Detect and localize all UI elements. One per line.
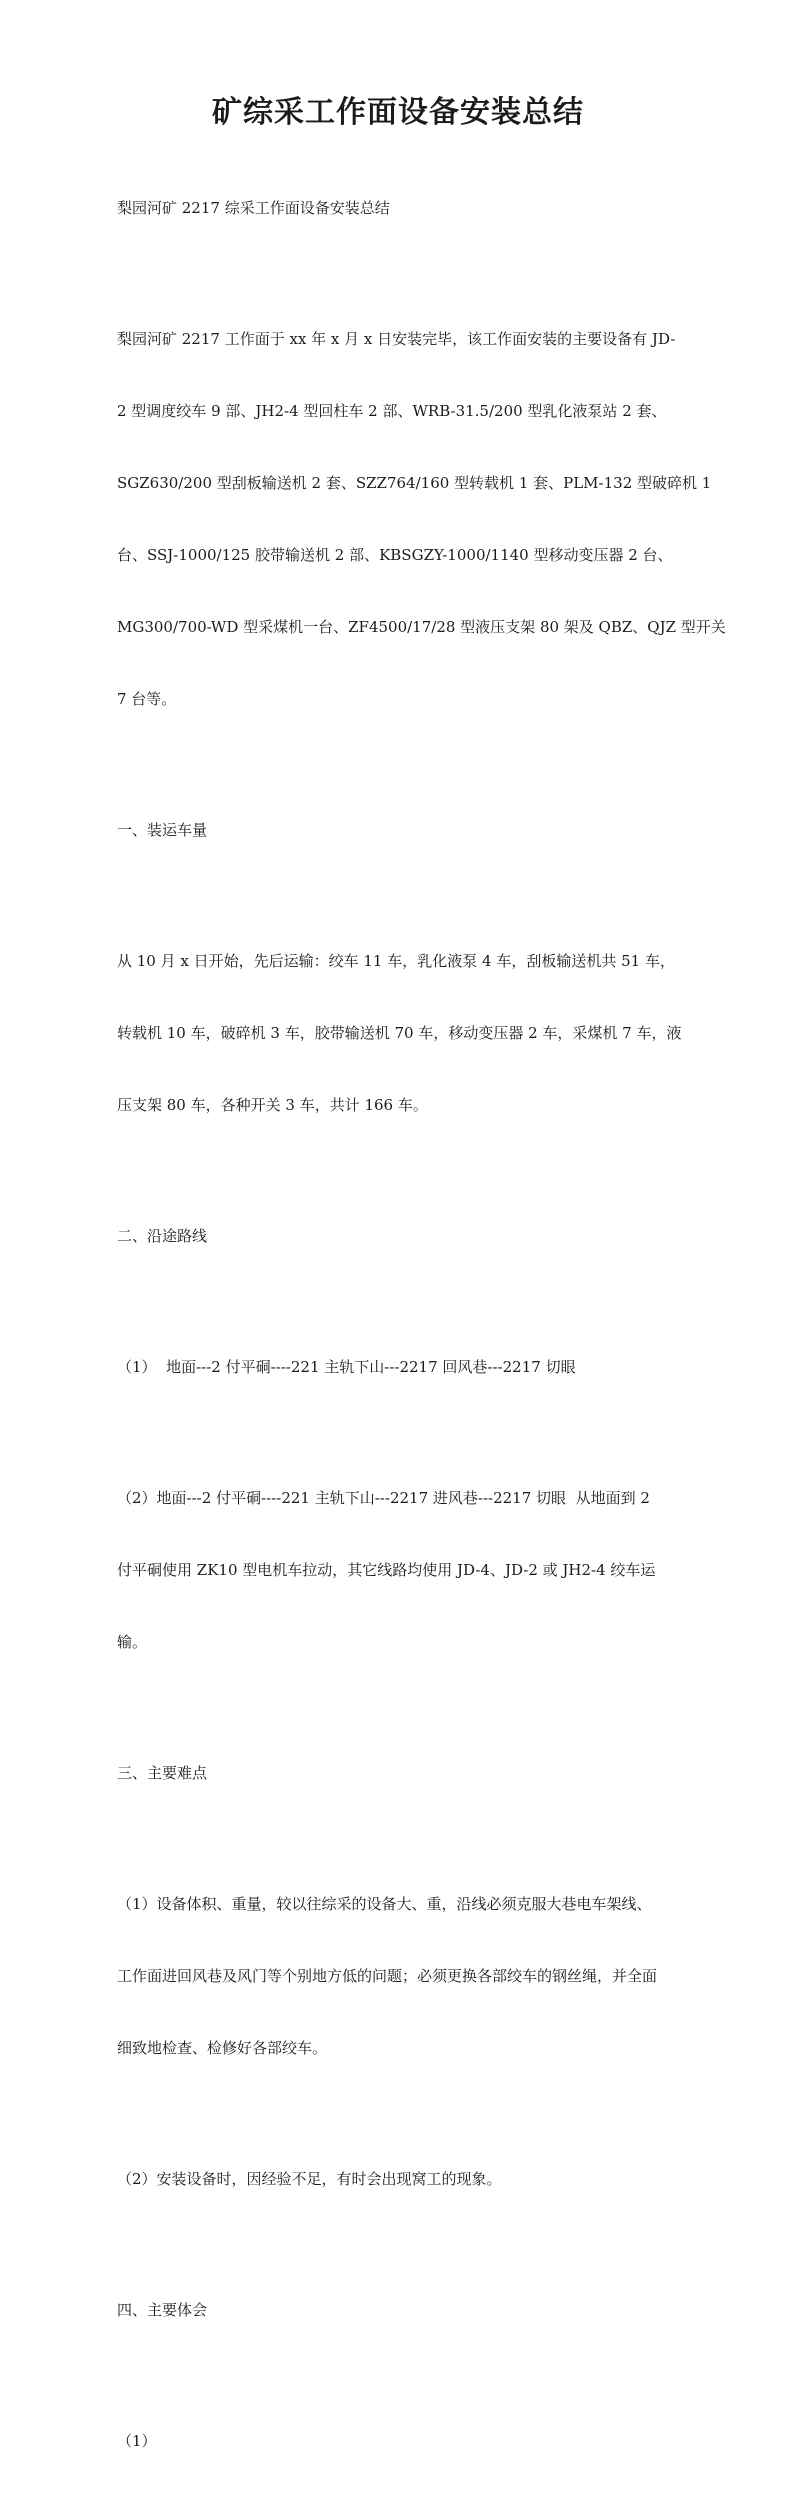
route2-line: 输。 xyxy=(117,1633,148,1651)
document-title: 矿综采工作面设备安装总结 xyxy=(212,95,584,130)
difficulty1-line: （1）设备体积、重量，较以往综采的设备大、重，沿线必须克服大巷电车架线、 xyxy=(117,1895,652,1913)
heading-text: 二、沿途路线 xyxy=(117,1227,208,1245)
section1-paragraph xyxy=(117,901,683,1165)
intro-line: 梨园河矿 2217 工作面于 xx 年 x 月 x 日安装完毕，该工作面安装的主要设备有 JD- xyxy=(117,330,676,348)
heading-text: 四、主要体会 xyxy=(117,2301,208,2319)
difficulty1-paragraph xyxy=(117,1844,683,2108)
difficulty1-line: 工作面进回风巷及风门等个别地方低的问题；必须更换各部绞车的钢丝绳，并全面 xyxy=(117,1967,658,1985)
document-body xyxy=(117,148,726,2512)
section1-line: 压支架 80 车，各种开关 3 车，共计 166 车。 xyxy=(117,1096,428,1114)
heading-text: 一、装运车量 xyxy=(117,821,208,839)
experience1-line: （1） xyxy=(117,2432,157,2450)
intro-line: 7 台等。 xyxy=(117,690,177,708)
section1-line: 转载机 10 车，破碎机 3 车，胶带输送机 70 车，移动变压器 2 车，采煤机 7 车，液 xyxy=(117,1024,682,1042)
route1-paragraph xyxy=(117,1307,683,1427)
intro-line: 2 型调度绞车 9 部、JH2-4 型回柱车 2 部、WRB-31.5/200 型乳化液泵站 2 套、 xyxy=(117,402,667,420)
route2-paragraph xyxy=(117,1438,683,1702)
intro-line: 台、SSJ-1000/125 胶带输送机 2 部、KBSGZY-1000/1140 型移动变压器 2 台、 xyxy=(117,546,673,564)
subtitle-line: 梨园河矿 2217 综采工作面设备安装总结 xyxy=(117,199,390,217)
section4-heading xyxy=(117,2250,683,2370)
intro-line: SGZ630/200 型刮板输送机 2 套、SZZ764/160 型转载机 1 套、PLM-132 型破碎机 1 xyxy=(117,474,712,492)
intro-paragraph xyxy=(117,279,726,759)
section1-heading xyxy=(117,770,683,890)
document-subtitle xyxy=(117,148,683,268)
route2-line: 付平硐使用 ZK10 型电机车拉动，其它线路均使用 JD-4、JD-2 或 JH2-4 绞车运 xyxy=(117,1561,656,1579)
difficulty2-paragraph xyxy=(117,2119,683,2239)
section2-heading xyxy=(117,1176,683,1296)
difficulty1-line: 细致地检查、检修好各部绞车。 xyxy=(117,2039,328,2057)
difficulty2-line: （2）安装设备时，因经验不足，有时会出现窝工的现象。 xyxy=(117,2170,502,2188)
section3-heading xyxy=(117,1713,683,1833)
intro-line: MG300/700-WD 型采煤机一台、ZF4500/17/28 型液压支架 80 架及 QBZ、QJZ 型开关 xyxy=(117,618,726,636)
experience1-paragraph xyxy=(117,2381,683,2501)
route2-line: （2）地面---2 付平硐----221 主轨下山---2217 进风巷---2217 切眼 从地面到 2 xyxy=(117,1489,650,1507)
heading-text: 三、主要难点 xyxy=(117,1764,208,1782)
route1-line: （1） 地面---2 付平硐----221 主轨下山---2217 回风巷---2217 切眼 xyxy=(117,1358,576,1376)
section1-line: 从 10 月 x 日开始，先后运输：绞车 11 车，乳化液泵 4 车，刮板输送机共 51 车， xyxy=(117,952,675,970)
